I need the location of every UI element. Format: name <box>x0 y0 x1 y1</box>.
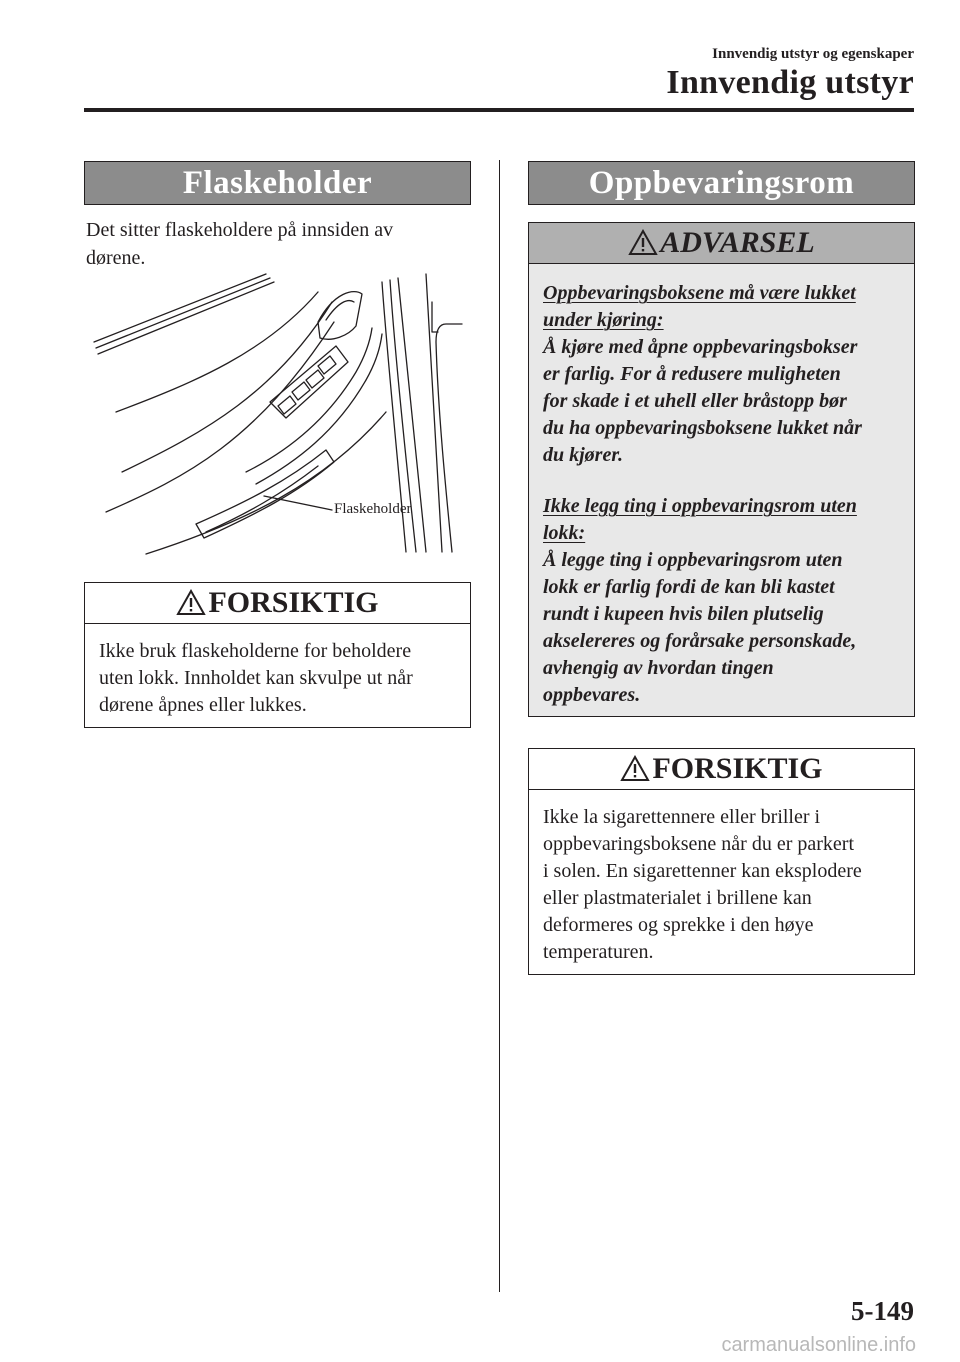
intro-line: dørene. <box>86 247 146 269</box>
caution-line: i solen. En sigarettenner kan eksplodere <box>543 860 862 882</box>
caution-line: temperaturen. <box>543 941 654 963</box>
chapter-subtitle: Innvendig utstyr og egenskaper <box>712 46 914 62</box>
caution-box-bottle <box>84 582 471 728</box>
caution-line: deformeres og sprekke i den høye <box>543 914 814 936</box>
caution-box-storage <box>528 748 915 975</box>
caution-line: Ikke bruk flaskeholderne for beholdere <box>99 640 412 662</box>
warning-box-storage <box>528 222 915 717</box>
page-number: 5-149 <box>851 1296 914 1326</box>
warning-line: for skade i et uhell eller bråstopp bør <box>543 390 847 412</box>
warning-triangle-icon <box>176 589 206 616</box>
caution-header <box>85 583 470 624</box>
warning-title: ADVARSEL <box>660 226 815 259</box>
warning-line: du kjører. <box>543 444 624 466</box>
door-bottle-holder-illustration <box>86 262 470 562</box>
caution-body <box>529 790 914 978</box>
warning-line: rundt i kupeen hvis bilen plutselig <box>543 603 824 625</box>
caution-line: dørene åpnes eller lukkes. <box>99 694 307 716</box>
warning-line: lokk er farlig fordi de kan bli kastet <box>543 576 835 598</box>
warning-body <box>529 264 914 721</box>
warning-line: Å legge ting i oppbevaringsrom uten <box>543 549 843 571</box>
chapter-title: Innvendig utstyr <box>666 64 914 101</box>
intro-line: Det sitter flaskeholdere på innsiden av <box>86 219 394 241</box>
caution-body <box>85 624 470 731</box>
watermark: carmanualsonline.info <box>721 1334 916 1356</box>
caution-title: FORSIKTIG <box>652 752 823 785</box>
section-heading-flaskeholder: Flaskeholder <box>84 161 471 205</box>
warning-subheading: Oppbevaringsboksene må være lukket <box>543 282 856 304</box>
warning-header <box>529 223 914 264</box>
warning-subheading: lokk: <box>543 522 586 544</box>
warning-subheading: under kjøring: <box>543 309 664 331</box>
warning-line: er farlig. For å redusere muligheten <box>543 363 841 385</box>
warning-subheading: Ikke legg ting i oppbevaringsrom uten <box>543 495 857 517</box>
caution-line: oppbevaringsboksene når du er parkert <box>543 833 854 855</box>
warning-line: oppbevares. <box>543 684 641 706</box>
caution-title: FORSIKTIG <box>208 586 379 619</box>
warning-triangle-icon <box>620 755 650 782</box>
warning-line: akselereres og forårsake personskade, <box>543 630 857 652</box>
figure-label-flaskeholder: Flaskeholder <box>334 501 412 517</box>
caution-line: Ikke la sigarettennere eller briller i <box>543 806 821 828</box>
warning-line: Å kjøre med åpne oppbevaringsbokser <box>543 336 858 358</box>
warning-line: avhengig av hvordan tingen <box>543 657 774 679</box>
warning-line: du ha oppbevaringsboksene lukket når <box>543 417 862 439</box>
section-heading-oppbevaringsrom: Oppbevaringsrom <box>528 161 915 205</box>
header-rule <box>84 108 914 112</box>
caution-header <box>529 749 914 790</box>
column-divider <box>499 160 500 1292</box>
caution-line: uten lokk. Innholdet kan skvulpe ut når <box>99 667 413 689</box>
caution-line: eller plastmaterialet i brillene kan <box>543 887 812 909</box>
warning-triangle-icon <box>628 229 658 256</box>
